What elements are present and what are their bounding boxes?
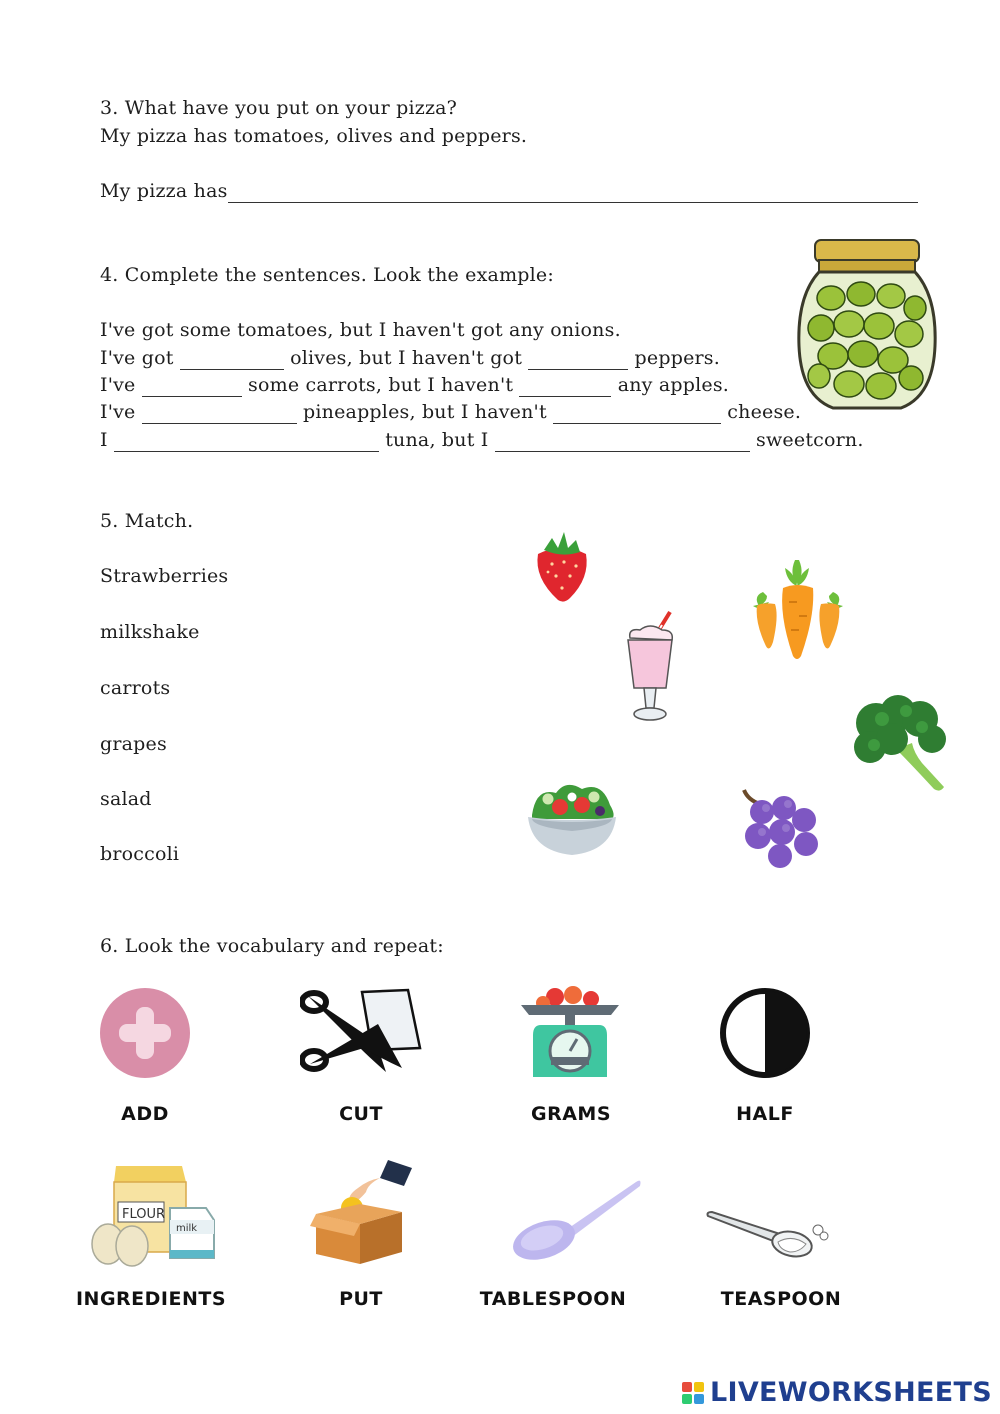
sentence-text: I've [100, 374, 136, 396]
match-word[interactable]: broccoli [100, 843, 180, 865]
blank-input-3a[interactable] [142, 403, 297, 424]
sentence-text: pineapples, but I haven't [303, 401, 547, 423]
broccoli-icon[interactable] [852, 693, 948, 795]
liveworksheets-logo [682, 1377, 992, 1408]
blank-input-1a[interactable] [180, 349, 284, 370]
olive-jar-icon [793, 236, 941, 416]
blank-input-4a[interactable] [114, 431, 379, 452]
vocab-label-put: PUT [339, 1288, 383, 1310]
sentence-line-2 [100, 374, 729, 397]
vocab-label-half: HALF [736, 1103, 794, 1125]
vocab-label-ingredients: INGREDIENTS [75, 1288, 227, 1310]
svg-text:FLOUR: FLOUR [122, 1207, 166, 1222]
blank-input-2b[interactable] [519, 376, 611, 397]
match-word[interactable]: milkshake [100, 621, 200, 643]
sentence-text: peppers. [634, 347, 720, 369]
match-word[interactable]: carrots [100, 677, 171, 699]
match-word[interactable]: Strawberries [100, 565, 229, 587]
sentence-text: I've got [100, 347, 174, 369]
pizza-answer-input[interactable] [228, 182, 918, 203]
sentence-text: some carrots, but I haven't [248, 374, 514, 396]
sentence-text: cheese. [727, 401, 802, 423]
sentence-text: sweetcorn. [756, 429, 864, 451]
sentence-text: any apples. [617, 374, 730, 396]
section3-example: My pizza has tomatoes, olives and peppers. [100, 125, 528, 147]
match-word[interactable]: salad [100, 788, 152, 810]
vocab-label-tablespoon: TABLESPOON [479, 1288, 627, 1310]
ingredients-icon [90, 1162, 220, 1270]
scale-icon [519, 985, 621, 1079]
section5-title: 5. Match. [100, 510, 194, 532]
put-box-icon [310, 1158, 414, 1270]
match-word[interactable]: grapes [100, 733, 167, 755]
blank-input-2a[interactable] [142, 376, 242, 397]
blank-input-4b[interactable] [495, 431, 750, 452]
section3-prompt: My pizza has [100, 180, 228, 202]
sentence-line-3 [100, 401, 801, 424]
teaspoon-icon [704, 1204, 830, 1262]
section4-title: 4. Complete the sentences. Look the example: [100, 264, 554, 286]
sentence-line-4 [100, 429, 864, 452]
watermark-text: LIVEWORKSHEETS [709, 1377, 992, 1408]
blank-input-1b[interactable] [528, 349, 628, 370]
logo-grid-icon [682, 1382, 704, 1404]
sentence-text: I've [100, 401, 136, 423]
salad-icon[interactable] [526, 775, 618, 857]
section4-example: I've got some tomatoes, but I haven't got any onions. [100, 319, 621, 341]
milkshake-icon[interactable] [622, 608, 678, 724]
section6-title: 6. Look the vocabulary and repeat: [100, 935, 444, 957]
scissors-knife-icon [300, 988, 424, 1074]
strawberry-icon[interactable] [530, 528, 594, 604]
sentence-line-1 [100, 347, 720, 370]
vocab-label-teaspoon: TEASPOON [720, 1288, 842, 1310]
add-icon [99, 987, 191, 1079]
grapes-icon[interactable] [738, 786, 824, 872]
section3-answer-row [100, 180, 918, 203]
sentence-text: olives, but I haven't got [290, 347, 523, 369]
sentence-text: tuna, but I [385, 429, 489, 451]
svg-text:milk: milk [176, 1223, 198, 1234]
vocab-label-grams: GRAMS [530, 1103, 612, 1125]
vocab-label-add: ADD [121, 1103, 169, 1125]
half-circle-icon [719, 987, 811, 1079]
section3-question: 3. What have you put on your pizza? [100, 97, 458, 119]
vocab-label-cut: CUT [339, 1103, 383, 1125]
sentence-text: I [100, 429, 108, 451]
tablespoon-icon [510, 1174, 644, 1260]
blank-input-3b[interactable] [553, 403, 721, 424]
carrots-icon[interactable] [745, 556, 853, 662]
